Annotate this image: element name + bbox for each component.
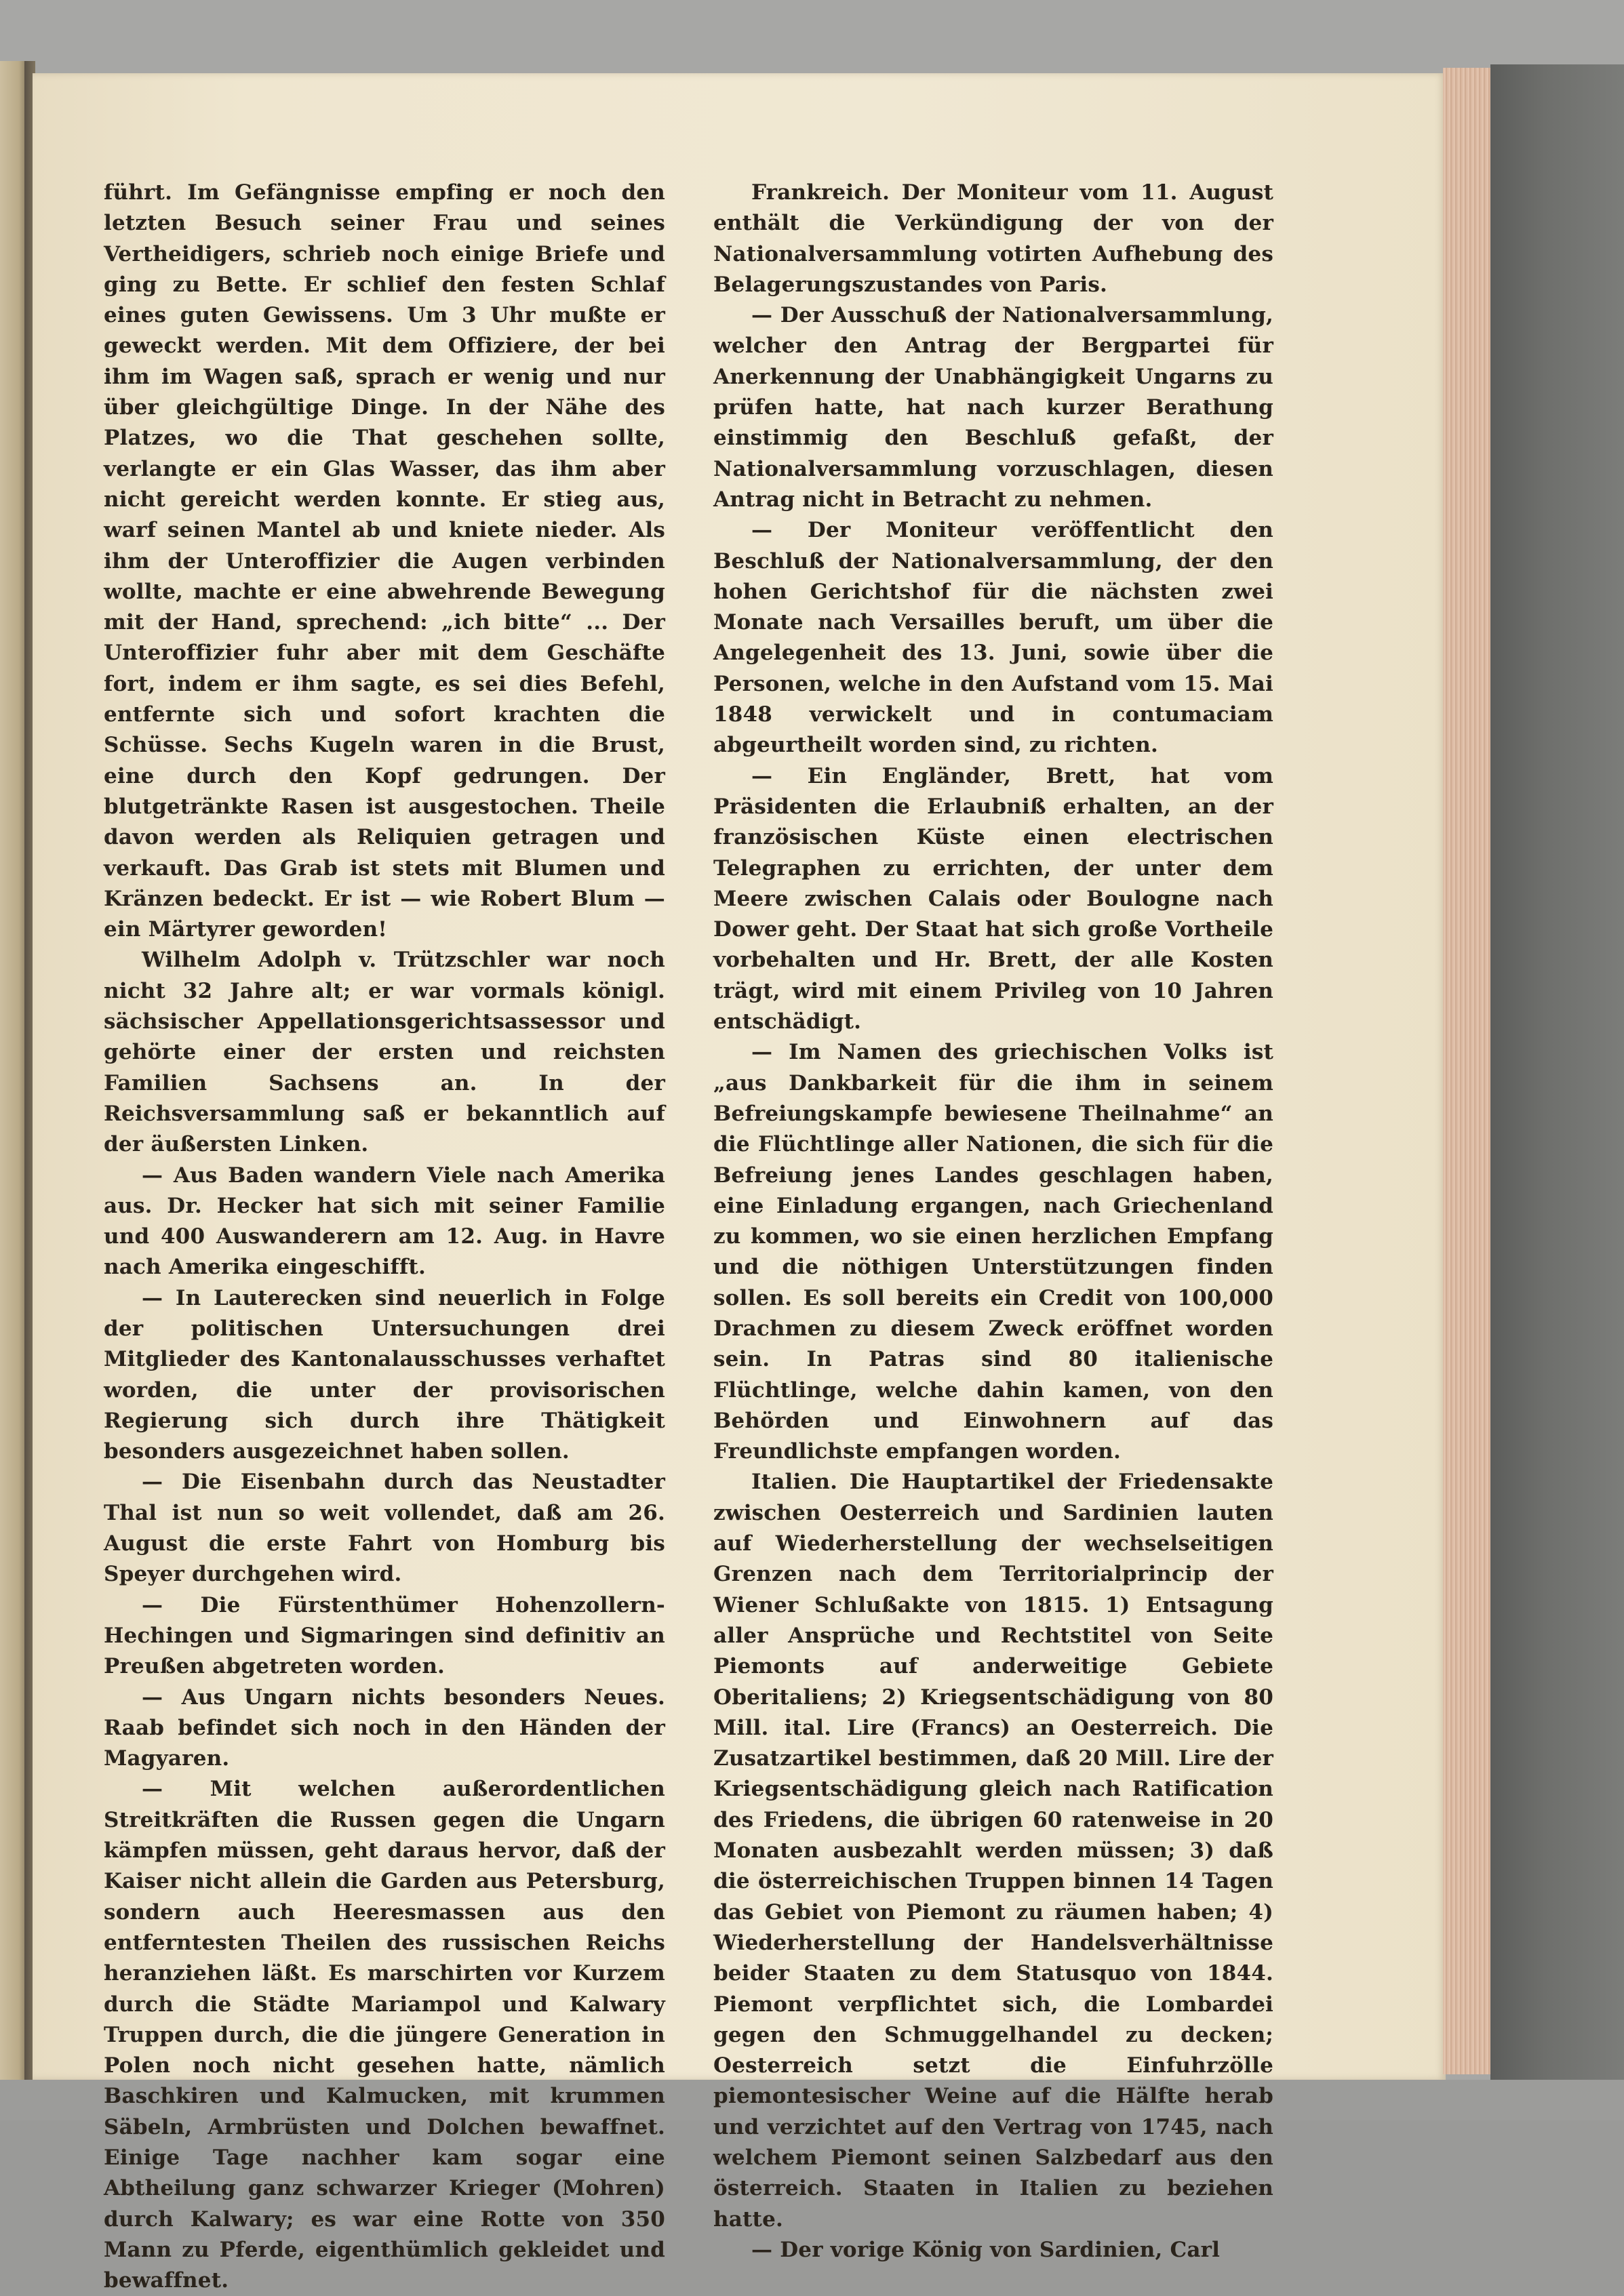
paragraph: — Aus Ungarn nichts besonders Neues. Raab befindet sich noch in den Händen der Magyaren. [104,1685,665,1771]
right-column [713,178,1273,2265]
paragraph: — Im Namen des griechischen Volks ist „aus Dankbarkeit für die ihm in seinem Befreiungskampfe bewiesene Theilnahme“ an die Flüchtlinge aller Nationen, die sich für die Befreiung jenes Landes geschlagen haben, eine Einladung ergangen, nach Griechenland zu kommen, wo sie einen herzlichen Empfang und die nöthigen Unterstützungen finden sollen. Es soll bereits ein Credit von 100,000 Drachmen zu diesem Zweck eröffnet worden sein. In Patras sind 80 italienische Flüchtlinge, welche dahin kamen, von den Behörden und Einwohnern auf das Freundlichste empfangen worden. [713,1040,1273,1464]
page-stack-edge [1443,68,1492,2074]
paragraph: — Der vorige König von Sardinien, Carl [751,2237,1221,2262]
paragraph: — In Lauterecken sind neuerlich in Folge der politischen Untersuchungen drei Mitglieder des Kantonalausschusses verhaftet worden, die unter der provisorischen Regierung sich durch ihre Thätigkeit besonders ausgezeichnet haben sollen. [104,1285,665,1464]
paragraph: — Aus Baden wandern Viele nach Amerika aus. Dr. Hecker hat sich mit seiner Familie und 400 Auswanderern am 12. Aug. in Havre nach Amerika eingeschifft. [104,1163,665,1280]
paragraph: — Der Moniteur veröffentlicht den Beschluß der Nationalversammlung, der den hohen Gerichtshof für die nächsten zwei Monate nach Versailles beruft, um über die Angelegenheit des 13. Juni, sowie über die Personen, welche in den Aufstand vom 15. Mai 1848 verwickelt und in contumaciam abgeurtheilt worden sind, zu richten. [713,518,1273,758]
paragraph: — Der Ausschuß der Nationalversammlung, welcher den Antrag der Bergpartei für Anerkennung der Unabhängigkeit Ungarns zu prüfen hatte, hat nach kurzer Berathung einstimmig den Beschluß gefaßt, der Nationalversammlung vorzuschlagen, diesen Antrag nicht in Betracht zu nehmen. [713,303,1273,512]
left-page-edge [0,61,27,2081]
book-cover-edge [1490,64,1624,2081]
paragraph: — Ein Engländer, Brett, hat vom Präsidenten die Erlaubniß erhalten, an der französischen Küste einen electrischen Telegraphen zu errichten, der unter dem Meere zwischen Calais oder Boulogne nach Dower geht. Der Staat hat sich große Vortheile vorbehalten und Hr. Brett, der alle Kosten trägt, wird mit einem Privileg von 10 Jahren entschädigt. [713,763,1273,1034]
paragraph: — Mit welchen außerordentlichen Streitkräften die Russen gegen die Ungarn kämpfen müssen, geht daraus hervor, daß der Kaiser nicht allein die Garden aus Petersburg, sondern auch Heeresmassen aus den entferntesten Theilen des russischen Reichs heranziehen läßt. Es marschirten vor Kurzem durch die Städte Mariampol und Kalwary Truppen durch, die die jüngere Generation in Polen noch nicht gesehen hatte, nämlich Baschkiren und Kalmucken, mit krummen Säbeln, Armbrüsten und Dolchen bewaffnet. Einige Tage nachher kam sogar eine Abtheilung ganz schwarzer Krieger (Mohren) durch Kalwary; es war eine Rotte von 350 Mann zu Pferde, eigenthümlich gekleidet und bewaffnet. [104,1777,665,2293]
paragraph: — Die Fürstenthümer Hohenzollern-Hechingen und Sigmaringen sind definitiv an Preußen abgetreten worden. [104,1592,665,1679]
paragraph: — Die Eisenbahn durch das Neustadter Thal ist nun so weit vollendet, daß am 26. August die erste Fahrt von Homburg bis Speyer durchgehen wird. [104,1470,665,1587]
paragraph: führt. Im Gefängnisse empfing er noch den letzten Besuch seiner Frau und seines Vertheidigers, schrieb noch einige Briefe und ging zu Bette. Er schlief den festen Schlaf eines guten Gewissens. Um 3 Uhr mußte er geweckt werden. Mit dem Offiziere, der bei ihm im Wagen saß, sprach er wenig und nur über gleichgültige Dinge. In der Nähe des Platzes, wo die That geschehen sollte, verlangte er ein Glas Wasser, das ihm aber nicht gereicht werden konnte. Er stieg aus, warf seinen Mantel ab und kniete nieder. Als ihm der Unteroffizier die Augen verbinden wollte, machte er eine abwehrende Bewegung mit der Hand, sprechend: „ich bitte“ ... Der Unteroffizier fuhr aber mit dem Geschäfte fort, indem er ihm sagte, es sei dies Befehl, entfernte sich und sofort krachten die Schüsse. Sechs Kugeln waren in die Brust, eine durch den Kopf gedrungen. Der blutgetränkte Rasen ist ausgestochen. Theile davon werden als Reliquien getragen und verkauft. Das Grab ist stets mit Blumen und Kränzen bedeckt. Er ist — wie Robert Blum — ein Märtyrer geworden! [104,180,665,942]
paragraph: Italien. Die Hauptartikel der Friedensakte zwischen Oesterreich und Sardinien lauten auf Wiederherstellung der wechselseitigen Grenzen nach dem Territorialprincip der Wiener Schlußakte von 1815. 1) Entsagung aller Ansprüche und Rechtstitel von Seite Piemonts auf anderweitige Gebiete Oberitaliens; 2) Kriegsentschädigung von 80 Mill. ital. Lire (Francs) an Oesterreich. Die Zusatzartikel bestimmen, daß 20 Mill. Lire der Kriegsentschädigung gleich nach Ratification des Friedens, die übrigen 60 ratenweise in 20 Monaten ausbezahlt werden müssen; 3) daß die österreichischen Truppen binnen 14 Tagen das Gebiet von Piemont zu räumen haben; 4) Wiederherstellung der Handelsverhältnisse beider Staaten zu dem Statusquo von 1844. Piemont verpflichtet sich, die Lombardei gegen den Schmuggelhandel zu decken; Oesterreich setzt die Einfuhrzölle piemontesischer Weine auf die Hälfte herab und verzichtet auf den Vertrag von 1745, nach welchem Piemont seinen Salzbedarf aus den österreich. Staaten in Italien zu beziehen hatte. [713,1470,1273,2232]
left-column [104,178,665,2296]
paragraph: Wilhelm Adolph v. Trützschler war noch nicht 32 Jahre alt; er war vormals königl. sächsischer Appellationsgerichtsassessor und gehörte einer der ersten und reichsten Familien Sachsens an. In der Reichsversammlung saß er bekanntlich auf der äußersten Linken. [104,948,665,1157]
paragraph: Frankreich. Der Moniteur vom 11. August enthält die Verkündigung der von der Nationalversammlung votirten Aufhebung des Belagerungszustandes von Paris. [713,180,1273,297]
